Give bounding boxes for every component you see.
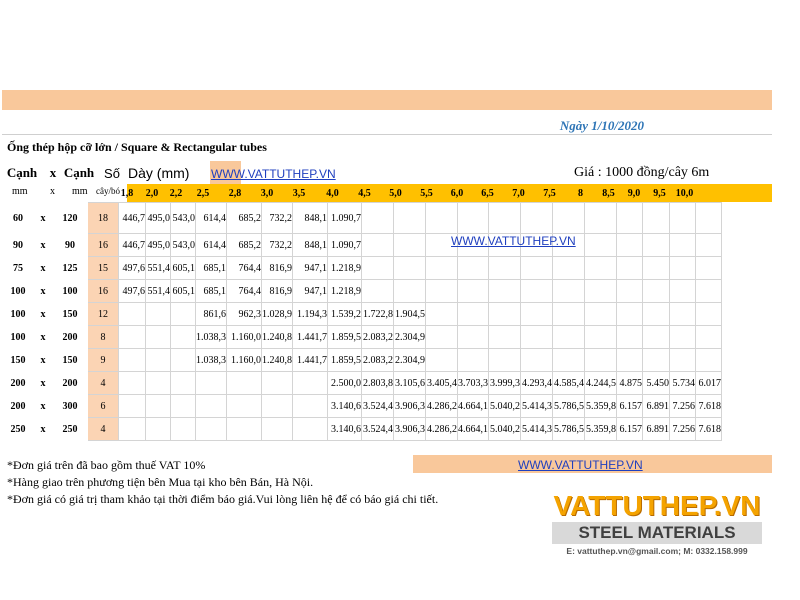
count-per-bundle: 9 (88, 349, 119, 372)
x-sign: x (34, 326, 53, 349)
price-cell: 1.240,8 (262, 326, 293, 349)
price-cell (670, 257, 696, 280)
price-cell: 5.040,2 (489, 395, 521, 418)
price-note: Giá : 1000 đồng/cây 6m (574, 165, 710, 180)
thickness-header: 9,5 (653, 187, 666, 199)
thickness-header: 2,0 (145, 187, 159, 199)
price-cell (196, 395, 227, 418)
side-a: 100 (3, 280, 34, 303)
side-a: 200 (3, 395, 34, 418)
price-cell (394, 280, 426, 303)
price-cell: 1.240,8 (262, 349, 293, 372)
price-cell: 7.256 (670, 418, 696, 441)
x-sign: x (34, 418, 53, 441)
price-cell: 2.304,9 (394, 326, 426, 349)
price-cell (617, 234, 643, 257)
side-a: 100 (3, 303, 34, 326)
price-cell: 4.875 (617, 372, 643, 395)
price-cell: 543,0 (171, 203, 196, 234)
price-cell (521, 280, 553, 303)
price-cell: 861,6 (196, 303, 227, 326)
price-cell: 3.140,6 (328, 418, 362, 441)
logo-tagline: STEEL MATERIALS (552, 522, 762, 544)
price-cell: 3.999,3 (489, 372, 521, 395)
side-b: 200 (53, 372, 88, 395)
price-cell (227, 418, 262, 441)
thickness-header: 10,0 (675, 187, 694, 199)
price-cell: 1.028,9 (262, 303, 293, 326)
price-cell (617, 203, 643, 234)
count-per-bundle: 16 (88, 280, 119, 303)
price-cell: 764,4 (227, 257, 262, 280)
price-cell: 732,2 (262, 234, 293, 257)
price-cell (643, 326, 670, 349)
price-cell: 551,4 (146, 280, 171, 303)
price-cell: 947,1 (293, 280, 328, 303)
price-cell (146, 395, 171, 418)
table-row (3, 418, 722, 441)
side-b: 120 (53, 203, 88, 234)
price-cell (670, 349, 696, 372)
price-cell: 551,4 (146, 257, 171, 280)
count-per-bundle: 12 (88, 303, 119, 326)
price-cell (458, 257, 489, 280)
price-cell: 1.090,7 (328, 234, 362, 257)
price-cell (670, 326, 696, 349)
price-cell: 3.140,6 (328, 395, 362, 418)
website-link-mid[interactable]: WWW.VATTUTHEP.VN (451, 234, 576, 248)
price-cell (670, 280, 696, 303)
count-per-bundle: 16 (88, 234, 119, 257)
thickness-header: 4,0 (326, 187, 339, 199)
price-cell (394, 234, 426, 257)
price-cell: 3.703,3 (458, 372, 489, 395)
side-a: 150 (3, 349, 34, 372)
price-cell: 6.891 (643, 395, 670, 418)
price-cell: 6.157 (617, 395, 643, 418)
x-sign: x (34, 257, 53, 280)
price-cell (521, 349, 553, 372)
price-cell: 497,6 (119, 280, 146, 303)
price-cell (553, 203, 585, 234)
price-cell: 1.194,3 (293, 303, 328, 326)
price-cell (521, 303, 553, 326)
price-cell (643, 257, 670, 280)
price-cell: 446,7 (119, 234, 146, 257)
price-cell: 732,2 (262, 203, 293, 234)
price-cell (553, 280, 585, 303)
price-cell (426, 349, 458, 372)
thickness-label: Dày (mm) (128, 165, 190, 181)
table-row (3, 349, 722, 372)
price-cell: 1.859,5 (328, 349, 362, 372)
price-cell: 3.524,4 (362, 418, 394, 441)
side-b: 125 (53, 257, 88, 280)
side-b: 150 (53, 303, 88, 326)
price-cell: 1.038,3 (196, 349, 227, 372)
side-a: 250 (3, 418, 34, 441)
price-cell (670, 234, 696, 257)
thickness-header: 2,5 (196, 187, 210, 199)
price-cell (171, 326, 196, 349)
price-cell (171, 303, 196, 326)
price-cell: 4.664,1 (458, 418, 489, 441)
price-cell: 685,2 (227, 234, 262, 257)
table-row (3, 257, 722, 280)
thickness-header: 2,2 (169, 187, 183, 199)
price-cell (617, 349, 643, 372)
price-cell: 1.441,7 (293, 326, 328, 349)
header-x: x (49, 165, 57, 180)
price-cell (617, 326, 643, 349)
side-a: 200 (3, 372, 34, 395)
date-row (2, 112, 772, 135)
price-cell: 816,9 (262, 280, 293, 303)
price-cell (670, 203, 696, 234)
side-a: 60 (3, 203, 34, 234)
price-cell (585, 303, 617, 326)
price-cell (553, 257, 585, 280)
unit-mm-1: mm (12, 186, 28, 197)
website-link-bottom[interactable]: WWW.VATTUTHEP.VN (518, 458, 643, 472)
price-cell: 5.414,3 (521, 395, 553, 418)
unit-x: x (50, 186, 55, 197)
price-cell: 7.618 (696, 418, 722, 441)
price-cell (696, 234, 722, 257)
thickness-header: 5,0 (389, 187, 402, 199)
price-cell: 5.786,5 (553, 395, 585, 418)
price-cell: 3.906,3 (394, 395, 426, 418)
top-orange-band (2, 90, 772, 110)
price-cell (489, 280, 521, 303)
side-b: 200 (53, 326, 88, 349)
table-row (3, 203, 722, 234)
price-cell (262, 372, 293, 395)
x-sign: x (34, 280, 53, 303)
side-b: 100 (53, 280, 88, 303)
thickness-header: 5,5 (420, 187, 433, 199)
price-cell (489, 303, 521, 326)
price-cell (394, 257, 426, 280)
header-canh-1: Cạnh (6, 165, 38, 180)
thickness-header: 8,5 (602, 187, 615, 199)
price-cell: 5.734 (670, 372, 696, 395)
price-cell: 4.286,2 (426, 418, 458, 441)
price-cell: 848,1 (293, 203, 328, 234)
price-cell (643, 234, 670, 257)
price-cell (119, 349, 146, 372)
x-sign: x (34, 395, 53, 418)
price-cell: 848,1 (293, 234, 328, 257)
logo-contact: E: vattuthep.vn@gmail.com; M: 0332.158.999 (566, 546, 748, 556)
price-cell (146, 418, 171, 441)
price-cell (146, 372, 171, 395)
price-cell (293, 418, 328, 441)
price-cell: 1.160,0 (227, 326, 262, 349)
price-cell (119, 303, 146, 326)
count-per-bundle: 8 (88, 326, 119, 349)
price-cell (458, 280, 489, 303)
price-cell (643, 280, 670, 303)
price-cell: 495,0 (146, 234, 171, 257)
side-a: 90 (3, 234, 34, 257)
price-cell: 962,3 (227, 303, 262, 326)
price-cell: 5.359,8 (585, 418, 617, 441)
price-cell (196, 418, 227, 441)
side-a: 75 (3, 257, 34, 280)
price-cell (585, 280, 617, 303)
price-cell (394, 203, 426, 234)
price-cell (119, 372, 146, 395)
price-cell (670, 303, 696, 326)
price-cell (489, 203, 521, 234)
price-cell (227, 372, 262, 395)
price-cell (362, 280, 394, 303)
price-cell: 685,2 (227, 203, 262, 234)
price-cell (171, 372, 196, 395)
price-date: Ngày 1/10/2020 (559, 118, 644, 133)
price-cell: 4.585,4 (553, 372, 585, 395)
price-cell: 543,0 (171, 234, 196, 257)
logo-name: VATTUTHEP.VN (553, 490, 761, 521)
note-delivery: *Hàng giao trên phương tiện bên Mua tại kho bên Bán, Hà Nội. (7, 475, 314, 489)
thickness-header: 2,8 (228, 187, 242, 199)
price-cell (196, 372, 227, 395)
x-sign: x (34, 349, 53, 372)
price-cell (293, 372, 328, 395)
price-cell (426, 203, 458, 234)
price-cell: 764,4 (227, 280, 262, 303)
price-cell: 947,1 (293, 257, 328, 280)
price-cell: 1.218,9 (328, 257, 362, 280)
thickness-header: 3,0 (260, 187, 274, 199)
price-cell: 614,4 (196, 234, 227, 257)
price-cell (426, 257, 458, 280)
price-table (2, 202, 722, 441)
price-cell (696, 349, 722, 372)
price-cell: 6.891 (643, 418, 670, 441)
price-cell: 1.160,0 (227, 349, 262, 372)
price-cell (362, 234, 394, 257)
vattuthep-logo (552, 490, 762, 570)
thickness-header: 3,5 (292, 187, 306, 199)
price-cell (617, 257, 643, 280)
count-per-bundle: 15 (88, 257, 119, 280)
page-title: Ống thép hộp cỡ lớn / Square & Rectangular tubes (7, 140, 267, 154)
table-row (3, 372, 722, 395)
header-so: Số (104, 165, 120, 181)
note-vat: *Đơn giá trên đã bao gồm thuế VAT 10% (7, 458, 206, 472)
price-cell: 6.017 (696, 372, 722, 395)
price-cell (585, 257, 617, 280)
price-cell (119, 418, 146, 441)
price-cell: 2.304,9 (394, 349, 426, 372)
price-cell (643, 203, 670, 234)
price-cell (262, 418, 293, 441)
price-cell (262, 395, 293, 418)
price-cell: 5.450 (643, 372, 670, 395)
price-cell (146, 349, 171, 372)
price-cell: 685,1 (196, 280, 227, 303)
thickness-header: 1,8 (120, 187, 134, 199)
price-cell: 2.803,8 (362, 372, 394, 395)
table-row (3, 303, 722, 326)
price-cell: 1.441,7 (293, 349, 328, 372)
price-cell (521, 203, 553, 234)
price-cell (553, 303, 585, 326)
x-sign: x (34, 234, 53, 257)
unit-cay-bo: cây/bó (96, 186, 120, 196)
price-cell (696, 203, 722, 234)
price-cell (458, 303, 489, 326)
price-cell (362, 203, 394, 234)
thickness-header: 9,0 (627, 187, 641, 199)
thickness-header: 8 (578, 187, 583, 199)
price-cell (171, 349, 196, 372)
table-row (3, 395, 722, 418)
price-cell: 2.083,2 (362, 349, 394, 372)
price-cell (426, 326, 458, 349)
price-cell (426, 280, 458, 303)
price-cell: 1.539,2 (328, 303, 362, 326)
table-row (3, 234, 722, 257)
price-cell: 4.244,5 (585, 372, 617, 395)
count-per-bundle: 6 (88, 395, 119, 418)
price-cell: 6.157 (617, 418, 643, 441)
price-cell (696, 303, 722, 326)
price-cell: 7.256 (670, 395, 696, 418)
price-cell (585, 326, 617, 349)
price-cell (553, 349, 585, 372)
price-cell: 446,7 (119, 203, 146, 234)
price-cell (489, 326, 521, 349)
table-row (3, 326, 722, 349)
price-cell: 4.286,2 (426, 395, 458, 418)
price-cell (119, 326, 146, 349)
price-cell (146, 326, 171, 349)
price-cell (119, 395, 146, 418)
website-link-header[interactable]: WWW.VATTUTHEP.VN (211, 167, 336, 181)
price-cell (696, 280, 722, 303)
price-cell: 685,1 (196, 257, 227, 280)
table-row (3, 280, 722, 303)
price-cell: 614,4 (196, 203, 227, 234)
price-cell: 7.618 (696, 395, 722, 418)
count-per-bundle: 18 (88, 203, 119, 234)
price-cell (362, 257, 394, 280)
price-cell: 1.904,5 (394, 303, 426, 326)
price-cell: 1.090,7 (328, 203, 362, 234)
price-cell (521, 257, 553, 280)
thickness-header: 6,5 (481, 187, 494, 199)
price-cell: 1.859,5 (328, 326, 362, 349)
price-cell: 3.524,4 (362, 395, 394, 418)
price-cell (521, 326, 553, 349)
side-b: 300 (53, 395, 88, 418)
price-cell: 816,9 (262, 257, 293, 280)
price-cell: 497,6 (119, 257, 146, 280)
price-cell: 5.359,8 (585, 395, 617, 418)
price-cell: 495,0 (146, 203, 171, 234)
thickness-header: 7,0 (512, 187, 525, 199)
price-cell (643, 303, 670, 326)
price-cell (489, 257, 521, 280)
price-cell (458, 203, 489, 234)
thickness-header: 6,0 (450, 187, 464, 199)
price-cell: 5.040,2 (489, 418, 521, 441)
price-cell: 3.906,3 (394, 418, 426, 441)
price-cell: 605,1 (171, 257, 196, 280)
header-canh-2: Cạnh (63, 165, 95, 180)
price-cell (426, 303, 458, 326)
price-cell: 4.293,4 (521, 372, 553, 395)
x-sign: x (34, 203, 53, 234)
price-cell (585, 234, 617, 257)
price-cell: 3.105,6 (394, 372, 426, 395)
price-cell: 2.500,0 (328, 372, 362, 395)
price-cell (458, 326, 489, 349)
count-per-bundle: 4 (88, 372, 119, 395)
count-per-bundle: 4 (88, 418, 119, 441)
thickness-header: 4,5 (358, 187, 371, 199)
price-cell: 5.414,3 (521, 418, 553, 441)
x-sign: x (34, 372, 53, 395)
price-cell (171, 395, 196, 418)
price-cell: 4.664,1 (458, 395, 489, 418)
price-cell (617, 280, 643, 303)
price-cell (171, 418, 196, 441)
price-cell: 1.722,8 (362, 303, 394, 326)
price-cell (146, 303, 171, 326)
price-cell: 1.038,3 (196, 326, 227, 349)
price-cell (293, 395, 328, 418)
price-cell: 5.786,5 (553, 418, 585, 441)
price-cell (227, 395, 262, 418)
price-cell (489, 349, 521, 372)
side-b: 90 (53, 234, 88, 257)
note-reference: *Đơn giá có giá trị tham khảo tại thời điểm báo giá.Vui lòng liên hệ để có báo giá chi tiết. (7, 492, 439, 506)
price-cell: 605,1 (171, 280, 196, 303)
price-cell (553, 326, 585, 349)
price-cell: 1.218,9 (328, 280, 362, 303)
unit-mm-2: mm (72, 186, 88, 197)
price-cell: 2.083,2 (362, 326, 394, 349)
price-cell (643, 349, 670, 372)
price-cell (585, 349, 617, 372)
price-cell (696, 257, 722, 280)
price-cell (458, 349, 489, 372)
side-a: 100 (3, 326, 34, 349)
price-cell (585, 203, 617, 234)
price-cell: 3.405,4 (426, 372, 458, 395)
side-b: 150 (53, 349, 88, 372)
side-b: 250 (53, 418, 88, 441)
price-cell (617, 303, 643, 326)
x-sign: x (34, 303, 53, 326)
thickness-header: 7,5 (543, 187, 556, 199)
price-cell (696, 326, 722, 349)
